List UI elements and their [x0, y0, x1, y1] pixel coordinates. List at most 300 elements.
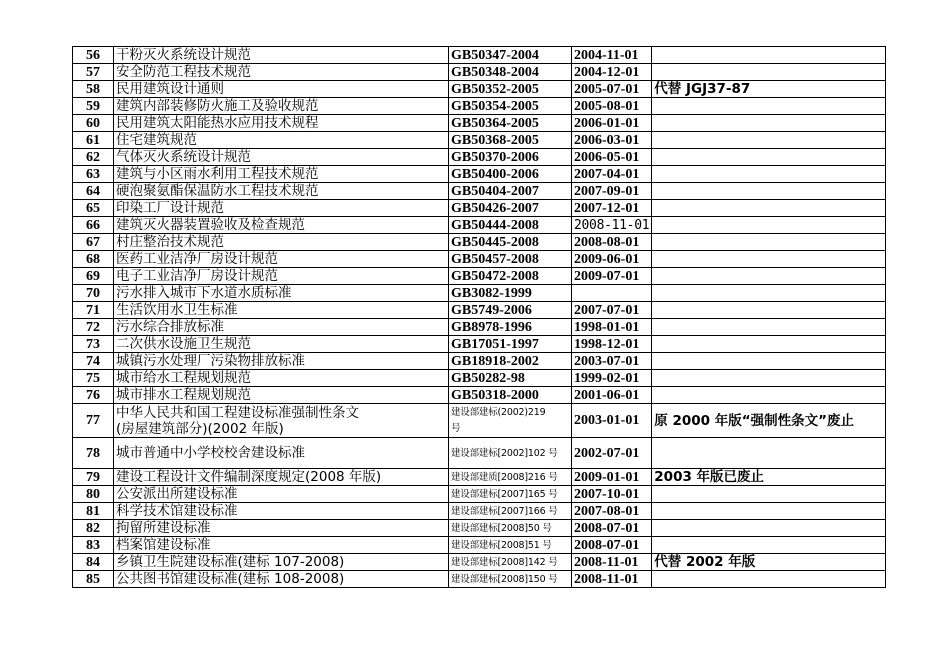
row-number-text: 64: [86, 183, 100, 199]
standard-code: [449, 132, 572, 149]
standard-code: [449, 183, 572, 200]
row-number-text: 58: [86, 81, 100, 97]
row-number: [73, 404, 114, 438]
effective-date-text: 2006-05-01: [574, 149, 640, 165]
standard-code: [449, 336, 572, 353]
row-number-text: 81: [86, 503, 100, 519]
table-row: [73, 98, 886, 115]
standard-title: [114, 251, 449, 268]
table-row: [73, 438, 886, 469]
table-row: [73, 353, 886, 370]
standard-code: [449, 319, 572, 336]
row-number: [73, 353, 114, 370]
standard-code: [449, 217, 572, 234]
row-number: [73, 217, 114, 234]
effective-date-text: 2006-03-01: [574, 132, 640, 148]
remark: [652, 115, 886, 132]
row-number: [73, 64, 114, 81]
remark: [652, 520, 886, 537]
effective-date: [572, 520, 652, 537]
effective-date-text: 2009-07-01: [574, 268, 640, 284]
standard-code: [449, 537, 572, 554]
standard-title-line2: (房屋建筑部分)(2002 年版): [116, 420, 284, 437]
standard-title: [114, 268, 449, 285]
row-number-text: 73: [86, 336, 100, 352]
remark-text: 原 2000 年版“强制性条文”废止: [654, 412, 854, 429]
standard-code: [449, 268, 572, 285]
row-number: [73, 370, 114, 387]
effective-date-text: 2008-11-01: [574, 571, 639, 587]
effective-date: [572, 370, 652, 387]
effective-date-text: 2008-07-01: [574, 520, 640, 536]
row-number-text: 74: [86, 353, 100, 369]
row-number-text: 70: [86, 285, 100, 301]
standard-code-text: GB50404-2007: [451, 183, 539, 199]
row-number-text: 78: [86, 445, 100, 461]
standard-title-text: 城市排水工程规划规范: [116, 386, 251, 403]
effective-date-text: 2001-06-01: [574, 387, 640, 403]
table-row: [73, 486, 886, 503]
standard-title-text: 公共图书馆建设标准(建标 108-2008): [116, 570, 345, 587]
standard-code-text: 建设部建标[2008]150 号: [451, 573, 558, 585]
standard-title: [114, 115, 449, 132]
effective-date: [572, 115, 652, 132]
standard-title: [114, 438, 449, 469]
table-row: [73, 183, 886, 200]
remark: [652, 486, 886, 503]
effective-date: [572, 537, 652, 554]
remark: [652, 47, 886, 64]
table-row: [73, 234, 886, 251]
table-row: [73, 537, 886, 554]
row-number: [73, 387, 114, 404]
standard-title: [114, 98, 449, 115]
effective-date-text: 2007-09-01: [574, 183, 640, 199]
standard-code: [449, 469, 572, 486]
standard-title-text: 污水综合排放标准: [116, 318, 224, 335]
standard-code-text: GB17051-1997: [451, 336, 539, 352]
standard-title-text: 住宅建筑规范: [116, 131, 197, 148]
row-number-text: 69: [86, 268, 100, 284]
table-row: [73, 64, 886, 81]
standard-title-text: 建筑灭火器装置验收及检查规范: [116, 216, 305, 233]
row-number-text: 71: [86, 302, 100, 318]
standard-title: [114, 370, 449, 387]
row-number: [73, 285, 114, 302]
effective-date: [572, 98, 652, 115]
standard-title: [114, 336, 449, 353]
row-number-text: 60: [86, 115, 100, 131]
effective-date: [572, 469, 652, 486]
effective-date: [572, 387, 652, 404]
effective-date-text: 2007-04-01: [574, 166, 640, 182]
row-number: [73, 115, 114, 132]
standard-code: [449, 98, 572, 115]
standard-title-text: 民用建筑设计通则: [116, 80, 224, 97]
row-number: [73, 183, 114, 200]
row-number-text: 83: [86, 537, 100, 553]
effective-date: [572, 149, 652, 166]
effective-date: [572, 571, 652, 588]
effective-date: [572, 183, 652, 200]
standard-code: [449, 115, 572, 132]
effective-date: [572, 336, 652, 353]
standard-title: [114, 319, 449, 336]
remark: [652, 217, 886, 234]
standard-title-text: 干粉灭火系统设计规范: [116, 46, 251, 63]
table-row: [73, 251, 886, 268]
standard-code: [449, 47, 572, 64]
remark: [652, 132, 886, 149]
row-number-text: 76: [86, 387, 100, 403]
standard-title-text: 城市普通中小学校校舍建设标准: [116, 444, 305, 461]
row-number-text: 79: [86, 469, 100, 485]
standard-title-text: 安全防范工程技术规范: [116, 63, 251, 80]
standard-title-text: 乡镇卫生院建设标准(建标 107-2008): [116, 553, 345, 570]
effective-date-text: 2005-08-01: [574, 98, 640, 114]
row-number: [73, 571, 114, 588]
standard-title: [114, 285, 449, 302]
standard-code: [449, 370, 572, 387]
remark: [652, 438, 886, 469]
standard-code-text: GB50318-2000: [451, 387, 539, 403]
standard-code: [449, 486, 572, 503]
standard-code-text: 建设部建标(2002)219: [451, 406, 546, 418]
standard-code: [449, 438, 572, 469]
table-row: [73, 132, 886, 149]
standard-title-text: 城市给水工程规划规范: [116, 369, 251, 386]
standard-code-text: GB50444-2008: [451, 217, 539, 233]
table-row: [73, 503, 886, 520]
standard-code: [449, 81, 572, 98]
row-number: [73, 47, 114, 64]
standard-title: [114, 571, 449, 588]
standard-code: [449, 520, 572, 537]
standard-code-text: GB50348-2004: [451, 64, 539, 80]
effective-date-text: 2004-11-01: [574, 47, 639, 63]
table-row: [73, 387, 886, 404]
row-number-text: 66: [86, 217, 100, 233]
standard-title: [114, 554, 449, 571]
row-number: [73, 166, 114, 183]
remark: [652, 554, 886, 571]
standard-code-text: GB50282-98: [451, 370, 525, 386]
table-row: [73, 285, 886, 302]
standard-title: [114, 469, 449, 486]
row-number-text: 75: [86, 370, 100, 386]
row-number-text: 80: [86, 486, 100, 502]
effective-date: [572, 166, 652, 183]
standard-code-text: GB50370-2006: [451, 149, 539, 165]
effective-date: [572, 47, 652, 64]
remark: [652, 234, 886, 251]
table-row: [73, 370, 886, 387]
standard-code-text: GB50457-2008: [451, 251, 539, 267]
standard-title: [114, 353, 449, 370]
standard-title: [114, 81, 449, 98]
row-number-text: 65: [86, 200, 100, 216]
effective-date: [572, 234, 652, 251]
row-number-text: 68: [86, 251, 100, 267]
standard-title-text: 公安派出所建设标准: [116, 485, 238, 502]
standard-code: [449, 353, 572, 370]
row-number-text: 56: [86, 47, 100, 63]
remark: [652, 81, 886, 98]
effective-date: [572, 554, 652, 571]
remark: [652, 302, 886, 319]
effective-date: [572, 217, 652, 234]
remark: [652, 353, 886, 370]
effective-date: [572, 132, 652, 149]
remark: [652, 387, 886, 404]
effective-date-text: 2003-01-01: [574, 412, 640, 428]
standard-code-text: 建设部建质[2008]216 号: [451, 471, 558, 483]
standard-title-text: 村庄整治技术规范: [116, 233, 224, 250]
remark-text: 代替 JGJ37-87: [654, 80, 751, 97]
table-row: [73, 302, 886, 319]
table-row: [73, 336, 886, 353]
effective-date-text: 2007-10-01: [574, 486, 640, 502]
standard-title: [114, 520, 449, 537]
standard-code: [449, 503, 572, 520]
remark: [652, 251, 886, 268]
standard-title: [114, 503, 449, 520]
standard-code-text: GB50472-2008: [451, 268, 539, 284]
effective-date: [572, 251, 652, 268]
standard-code-text: GB5749-2006: [451, 302, 532, 318]
effective-date: [572, 302, 652, 319]
effective-date-text: 1999-02-01: [574, 370, 640, 386]
effective-date-text: 2007-07-01: [574, 302, 640, 318]
effective-date-text: 2009-06-01: [574, 251, 640, 267]
standard-code: [449, 285, 572, 302]
row-number-text: 77: [86, 412, 100, 428]
standard-title: [114, 404, 449, 438]
effective-date: [572, 200, 652, 217]
remark: [652, 268, 886, 285]
standard-title-text: 建设工程设计文件编制深度规定(2008 年版): [116, 468, 382, 485]
standard-code: [449, 387, 572, 404]
standard-code-text: 建设部建标[2008]142 号: [451, 556, 558, 568]
standard-code: [449, 234, 572, 251]
row-number: [73, 438, 114, 469]
row-number-text: 82: [86, 520, 100, 536]
effective-date-text: 2008-07-01: [574, 537, 640, 553]
table-row: [73, 319, 886, 336]
effective-date-text: 2002-07-01: [574, 445, 640, 461]
standard-title-text: 档案馆建设标准: [116, 536, 211, 553]
effective-date-text: 2007-08-01: [574, 503, 640, 519]
row-number: [73, 302, 114, 319]
standard-title-text: 城镇污水处理厂污染物排放标准: [116, 352, 305, 369]
remark: [652, 285, 886, 302]
remark-text: 2003 年版已废止: [654, 468, 765, 485]
remark: [652, 469, 886, 486]
standard-title-text: 硬泡聚氨酯保温防水工程技术规范: [116, 182, 319, 199]
effective-date-text: 2004-12-01: [574, 64, 640, 80]
effective-date-text: 2005-07-01: [574, 81, 640, 97]
table-row: [73, 571, 886, 588]
standard-code-text: 建设部建标[2008]51 号: [451, 539, 552, 551]
standard-title: [114, 64, 449, 81]
remark: [652, 319, 886, 336]
row-number-text: 63: [86, 166, 100, 182]
table-row: [73, 217, 886, 234]
standard-title-text: 污水排入城市下水道水质标准: [116, 284, 292, 301]
effective-date: [572, 268, 652, 285]
row-number-text: 57: [86, 64, 100, 80]
standard-title: [114, 132, 449, 149]
row-number: [73, 469, 114, 486]
standard-code-text: GB50445-2008: [451, 234, 539, 250]
standard-title: [114, 200, 449, 217]
remark: [652, 537, 886, 554]
standard-title-text: 中华人民共和国工程建设标准强制性条文: [116, 404, 359, 421]
standard-code-text: 建设部建标[2008]50 号: [451, 522, 552, 534]
effective-date: [572, 503, 652, 520]
standard-title: [114, 47, 449, 64]
standard-code-text: GB8978-1996: [451, 319, 532, 335]
standard-title-text: 拘留所建设标准: [116, 519, 211, 536]
standard-code: [449, 571, 572, 588]
standard-code-text: GB50354-2005: [451, 98, 539, 114]
standards-table-body: [73, 47, 886, 588]
remark: [652, 571, 886, 588]
row-number: [73, 200, 114, 217]
effective-date-text: 2008-11-01: [574, 554, 639, 570]
standard-code-text: GB50426-2007: [451, 200, 539, 216]
row-number-text: 61: [86, 132, 100, 148]
effective-date: [572, 404, 652, 438]
standard-code-text: 建设部建标[2007]165 号: [451, 488, 558, 500]
standard-code-text: GB50347-2004: [451, 47, 539, 63]
standard-title-text: 二次供水设施卫生规范: [116, 335, 251, 352]
row-number: [73, 336, 114, 353]
table-row: [73, 115, 886, 132]
row-number: [73, 503, 114, 520]
remark: [652, 149, 886, 166]
row-number-text: 62: [86, 149, 100, 165]
standard-title: [114, 302, 449, 319]
standard-code-text: GB50368-2005: [451, 132, 539, 148]
standard-code-text: 建设部建标[2007]166 号: [451, 505, 558, 517]
effective-date-text: 1998-12-01: [574, 336, 640, 352]
effective-date-text: 1998-01-01: [574, 319, 640, 335]
effective-date: [572, 64, 652, 81]
standard-code-text: GB18918-2002: [451, 353, 539, 369]
effective-date-text: 2009-01-01: [574, 469, 640, 485]
row-number: [73, 132, 114, 149]
row-number: [73, 98, 114, 115]
standard-code-line2: 号: [451, 422, 461, 434]
remark: [652, 64, 886, 81]
standard-code: [449, 166, 572, 183]
table-row: [73, 166, 886, 183]
row-number: [73, 251, 114, 268]
standard-title: [114, 387, 449, 404]
row-number-text: 67: [86, 234, 100, 250]
row-number-text: 84: [86, 554, 100, 570]
standard-title-text: 医药工业洁净厂房设计规范: [116, 250, 278, 267]
effective-date: [572, 438, 652, 469]
standard-code-text: GB50352-2005: [451, 81, 539, 97]
standard-title-text: 电子工业洁净厂房设计规范: [116, 267, 278, 284]
row-number: [73, 319, 114, 336]
standard-title-text: 生活饮用水卫生标准: [116, 301, 238, 318]
standard-title-text: 建筑与小区雨水利用工程技术规范: [116, 165, 319, 182]
effective-date: [572, 81, 652, 98]
standard-title: [114, 486, 449, 503]
effective-date-text: 2006-01-01: [574, 115, 640, 131]
standard-code: [449, 149, 572, 166]
table-row: [73, 520, 886, 537]
remark: [652, 404, 886, 438]
row-number-text: 59: [86, 98, 100, 114]
standard-title: [114, 166, 449, 183]
row-number: [73, 486, 114, 503]
remark: [652, 183, 886, 200]
table-row: [73, 81, 886, 98]
row-number: [73, 554, 114, 571]
remark: [652, 503, 886, 520]
row-number: [73, 268, 114, 285]
effective-date: [572, 285, 652, 302]
row-number: [73, 149, 114, 166]
table-row: [73, 469, 886, 486]
standard-title-text: 建筑内部装修防火施工及验收规范: [116, 97, 319, 114]
effective-date-text: 2008-08-01: [574, 234, 640, 250]
standard-code-text: 建设部建标[2002]102 号: [451, 447, 558, 459]
standard-code: [449, 200, 572, 217]
row-number: [73, 234, 114, 251]
standard-code: [449, 404, 572, 438]
remark-text: 代替 2002 年版: [654, 553, 756, 570]
standard-title-text: 科学技术馆建设标准: [116, 502, 238, 519]
standard-title-text: 印染工厂设计规范: [116, 199, 224, 216]
remark: [652, 336, 886, 353]
table-row: [73, 47, 886, 64]
standard-code: [449, 302, 572, 319]
remark: [652, 200, 886, 217]
standard-title: [114, 217, 449, 234]
standards-table: [72, 46, 886, 588]
row-number-text: 85: [86, 571, 100, 587]
standard-title: [114, 183, 449, 200]
table-row: [73, 404, 886, 438]
effective-date: [572, 486, 652, 503]
standard-title: [114, 234, 449, 251]
table-row: [73, 554, 886, 571]
row-number-text: 72: [86, 319, 100, 335]
standard-code: [449, 251, 572, 268]
row-number: [73, 537, 114, 554]
standard-code-text: GB50364-2005: [451, 115, 539, 131]
row-number: [73, 81, 114, 98]
effective-date-text: 2008-11-01: [574, 217, 650, 233]
standard-code: [449, 554, 572, 571]
table-row: [73, 200, 886, 217]
row-number: [73, 520, 114, 537]
effective-date-text: 2007-12-01: [574, 200, 640, 216]
effective-date: [572, 319, 652, 336]
table-row: [73, 268, 886, 285]
standard-title-text: 气体灭火系统设计规范: [116, 148, 251, 165]
effective-date: [572, 353, 652, 370]
standard-code: [449, 64, 572, 81]
remark: [652, 98, 886, 115]
standard-title: [114, 149, 449, 166]
standard-code-text: GB3082-1999: [451, 285, 532, 301]
